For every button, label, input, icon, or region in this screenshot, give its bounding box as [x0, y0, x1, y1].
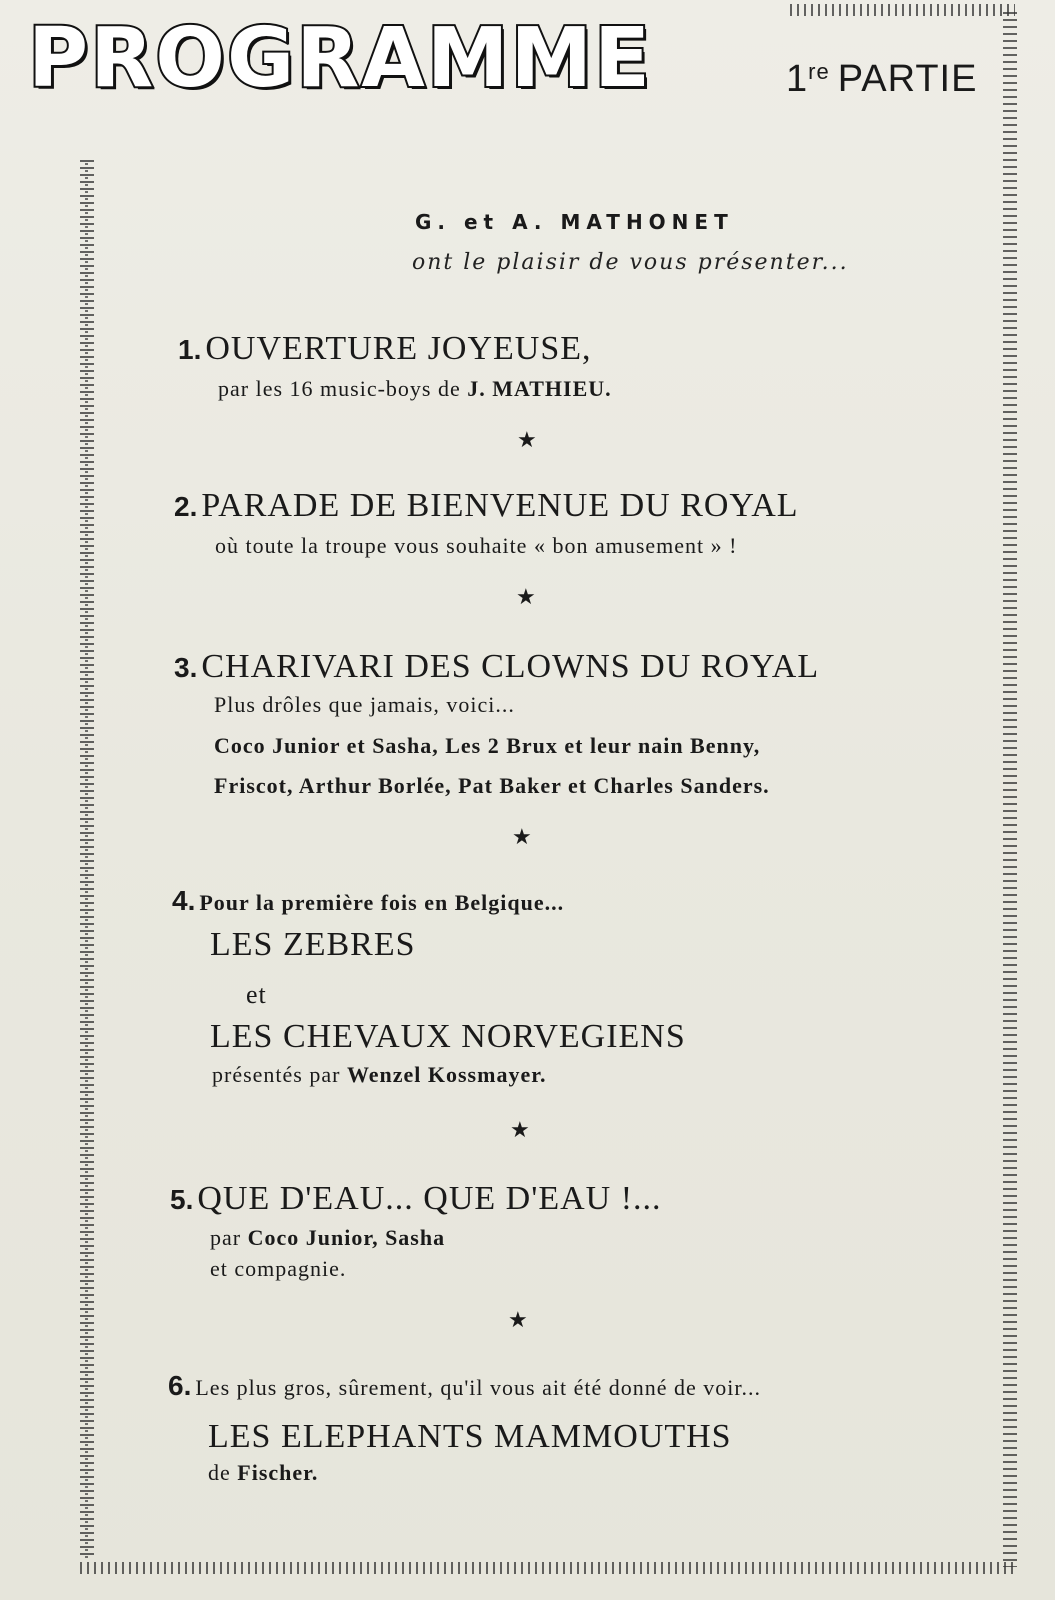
- part-word: PARTIE: [837, 58, 978, 100]
- act-credit-name: Coco Junior, Sasha: [247, 1225, 446, 1250]
- act-credit-name: Wenzel Kossmayer.: [346, 1062, 547, 1087]
- act-5-credit: [210, 1225, 445, 1251]
- bottom-zigzag-border: [80, 1562, 1015, 1574]
- separator-star: ★: [508, 1307, 528, 1332]
- act-title: OUVERTURE JOYEUSE,: [205, 330, 592, 367]
- part-suffix: re: [808, 59, 830, 84]
- act-credit-name: J. MATHIEU.: [467, 376, 612, 401]
- act-title: PARADE DE BIENVENUE DU ROYAL: [201, 487, 799, 524]
- programme-title: PROGRAMME: [28, 11, 653, 106]
- act-6: [168, 1370, 761, 1402]
- act-3-performers-1: Coco Junior et Sasha, Les 2 Brux et leur nain Benny,: [214, 733, 761, 758]
- act-1-credit: [218, 376, 612, 402]
- act-credit-prefix: de: [208, 1460, 231, 1485]
- act-4: [172, 885, 564, 917]
- top-zigzag-border: [790, 4, 1015, 16]
- act-1: [178, 330, 592, 368]
- act-4-conjunction: et: [246, 980, 267, 1009]
- act-4-title-1: LES ZEBRES: [210, 926, 416, 963]
- act-2: [174, 487, 799, 525]
- act-4-title-2: LES CHEVAUX NORVEGIENS: [210, 1018, 686, 1055]
- presenters-subtitle: ont le plaisir de vous présenter...: [412, 250, 849, 275]
- act-5-credit-2: et compagnie.: [210, 1256, 347, 1281]
- act-intro: Pour la première fois en Belgique...: [199, 890, 565, 915]
- act-5: [170, 1180, 662, 1218]
- act-number: 2.: [174, 491, 198, 522]
- programme-title-logo: [28, 10, 748, 120]
- act-credit-prefix: par: [210, 1225, 242, 1250]
- act-number: 3.: [174, 652, 198, 683]
- part-label: [786, 58, 977, 101]
- right-zigzag-border: [1003, 12, 1017, 1567]
- separator-star: ★: [516, 584, 536, 609]
- act-credit-prefix: par les 16 music-boys de: [218, 376, 461, 401]
- act-6-title: LES ELEPHANTS MAMMOUTHS: [208, 1418, 732, 1455]
- act-number: 6.: [168, 1370, 192, 1401]
- act-2-description: où toute la troupe vous souhaite « bon amusement » !: [215, 533, 738, 558]
- act-number: 5.: [170, 1184, 194, 1215]
- act-3: [174, 648, 819, 686]
- separator-star: ★: [510, 1117, 530, 1142]
- left-zigzag-border: [80, 160, 94, 1560]
- act-title: CHARIVARI DES CLOWNS DU ROYAL: [201, 648, 820, 685]
- act-4-credit: [212, 1062, 546, 1088]
- act-3-performers-2: Friscot, Arthur Borlée, Pat Baker et Charles Sanders.: [214, 773, 770, 798]
- separator-star: ★: [512, 824, 532, 849]
- act-number: 1.: [178, 334, 202, 365]
- separator-star: ★: [517, 427, 537, 452]
- act-credit-prefix: présentés par: [212, 1062, 341, 1087]
- act-title: QUE D'EAU... QUE D'EAU !...: [197, 1180, 662, 1217]
- part-number: 1: [786, 58, 809, 100]
- act-credit-name: Fischer.: [237, 1460, 319, 1485]
- act-number: 4.: [172, 885, 196, 916]
- act-6-credit: [208, 1460, 318, 1486]
- act-3-intro: Plus drôles que jamais, voici...: [214, 692, 515, 717]
- act-intro: Les plus gros, sûrement, qu'il vous ait été donné de voir...: [195, 1375, 761, 1400]
- presenters-line: G. et A. MATHONET: [415, 210, 734, 234]
